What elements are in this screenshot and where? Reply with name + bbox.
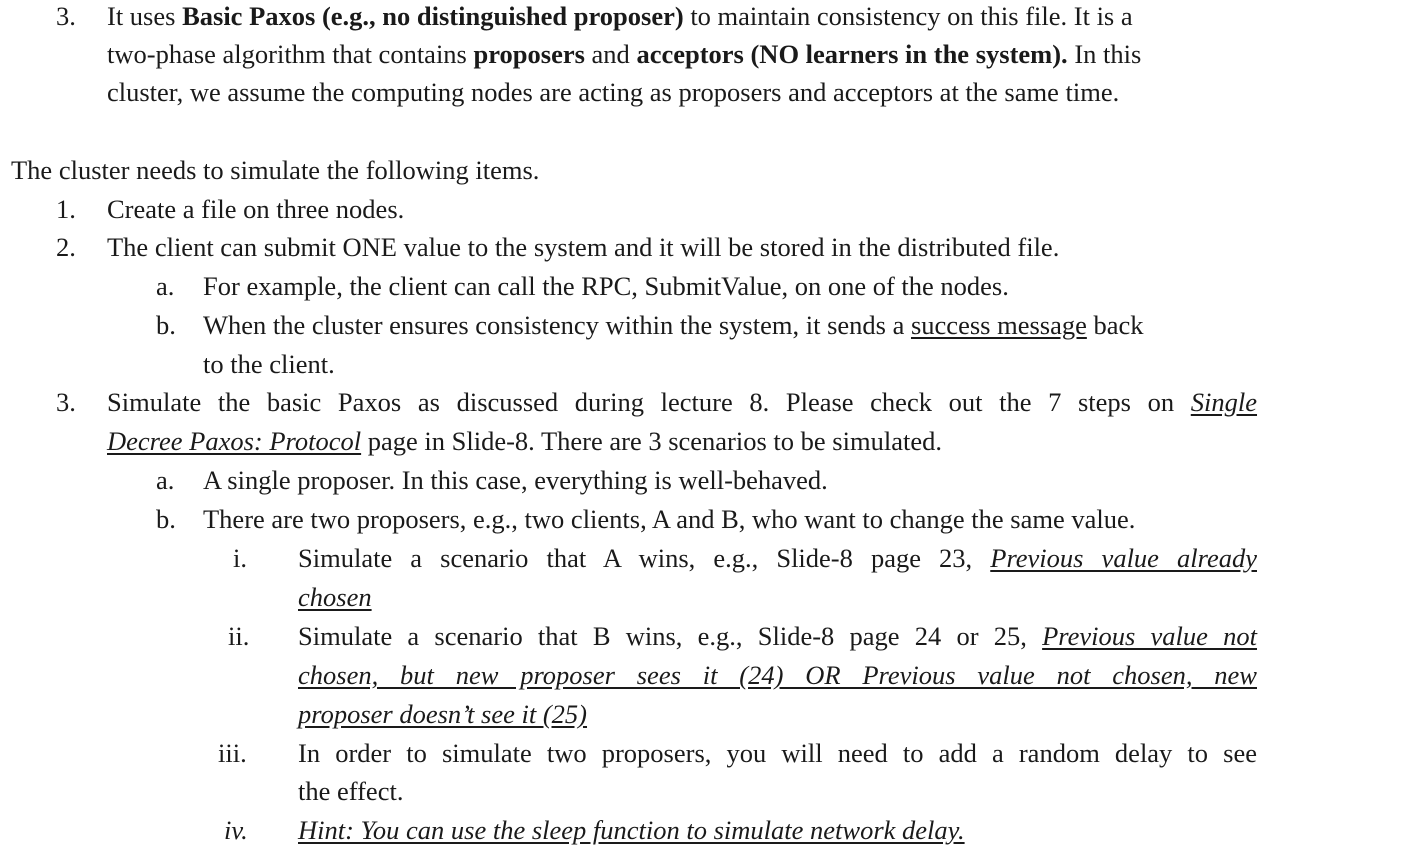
single-decree-paxos-link[interactable]: Single (1190, 387, 1258, 417)
text-span: Simulate a scenario that A wins, e.g., Slide-8 page 23, (298, 543, 973, 573)
sublist-marker-b: b. (156, 504, 176, 534)
sublist-marker-b: b. (156, 310, 176, 340)
previous-value-not-chosen-link-cont[interactable]: chosen, but new proposer sees it (24) OR Previous value not chosen, new (298, 660, 1257, 690)
sublist-marker-a: a. (156, 465, 175, 495)
previous-value-chosen-link-cont[interactable]: chosen (298, 582, 372, 612)
list-number-3: 3. (56, 387, 76, 417)
paragraph-line (107, 38, 1141, 70)
sublist-item-text (203, 309, 1144, 341)
roman-marker-i: i. (233, 543, 247, 573)
sublist-marker-a: a. (156, 271, 175, 301)
text-span: back (1086, 310, 1144, 340)
scenario-text (298, 542, 1257, 574)
scenario-text-cont (298, 581, 372, 613)
previous-value-chosen-link[interactable]: Previous value already (990, 543, 1257, 573)
paragraph-line: cluster, we assume the computing nodes are acting as proposers and acceptors at the same time. (107, 77, 1120, 107)
scenario-text (298, 620, 1257, 652)
bold-text: acceptors (NO learners in the system). (636, 39, 1068, 69)
text-span: Simulate a scenario that B wins, e.g., Slide-8 page 24 or 25, (298, 621, 1027, 651)
sublist-item-text: There are two proposers, e.g., two clients, A and B, who want to change the same value. (203, 504, 1136, 534)
scenario-text-cont: the effect. (298, 776, 404, 806)
previous-value-not-chosen-link[interactable]: Previous value not (1042, 621, 1258, 651)
hint-text (298, 814, 965, 846)
sublist-item-text: For example, the client can call the RPC, SubmitValue, on one of the nodes. (203, 271, 1009, 301)
roman-marker-ii: ii. (228, 621, 250, 651)
bold-text: proposers (473, 39, 585, 69)
scenario-text (298, 737, 1257, 769)
text-span: Simulate the basic Paxos as discussed during lecture 8. Please check out the 7 steps on (107, 387, 1175, 417)
list-item-text (107, 386, 1257, 418)
paragraph-line (107, 0, 1133, 32)
success-message-link[interactable]: success message (910, 310, 1087, 340)
sublist-item-text-cont: to the client. (203, 349, 335, 379)
hint-link[interactable]: Hint: You can use the sleep function to simulate network delay. (298, 815, 965, 845)
text-span: It uses (107, 1, 183, 31)
list-item-text-cont (107, 425, 942, 457)
single-decree-paxos-link-cont[interactable]: Decree Paxos: Protocol (107, 426, 362, 456)
text-span: page in Slide-8. There are 3 scenarios to be simulated. (361, 426, 942, 456)
intro-text: The cluster needs to simulate the following items. (11, 155, 540, 185)
list-item-text: Create a file on three nodes. (107, 194, 405, 224)
text-span: two-phase algorithm that contains (107, 39, 474, 69)
sublist-item-text: A single proposer. In this case, everything is well-behaved. (203, 465, 828, 495)
list-number-3-top: 3. (56, 1, 76, 31)
bold-text: Basic Paxos (e.g., no distinguished proposer) (182, 1, 684, 31)
scenario-text-cont (298, 659, 1257, 691)
text-span: and (584, 39, 637, 69)
text-span: When the cluster ensures consistency within the system, it sends a (203, 310, 911, 340)
text-span: to maintain consistency on this file. It is a (683, 1, 1133, 31)
list-item-text: The client can submit ONE value to the system and it will be stored in the distributed file. (107, 232, 1060, 262)
scenario-text-cont (298, 698, 587, 730)
roman-marker-iii: iii. (218, 738, 247, 768)
list-number-1: 1. (56, 194, 76, 224)
text-span: In this (1067, 39, 1142, 69)
roman-marker-iv: iv. (224, 815, 248, 845)
text-span: In order to simulate two proposers, you will need to add a random delay to see (298, 738, 1257, 768)
list-number-2: 2. (56, 232, 76, 262)
previous-value-not-chosen-link-end[interactable]: proposer doesn’t see it (25) (298, 699, 588, 729)
